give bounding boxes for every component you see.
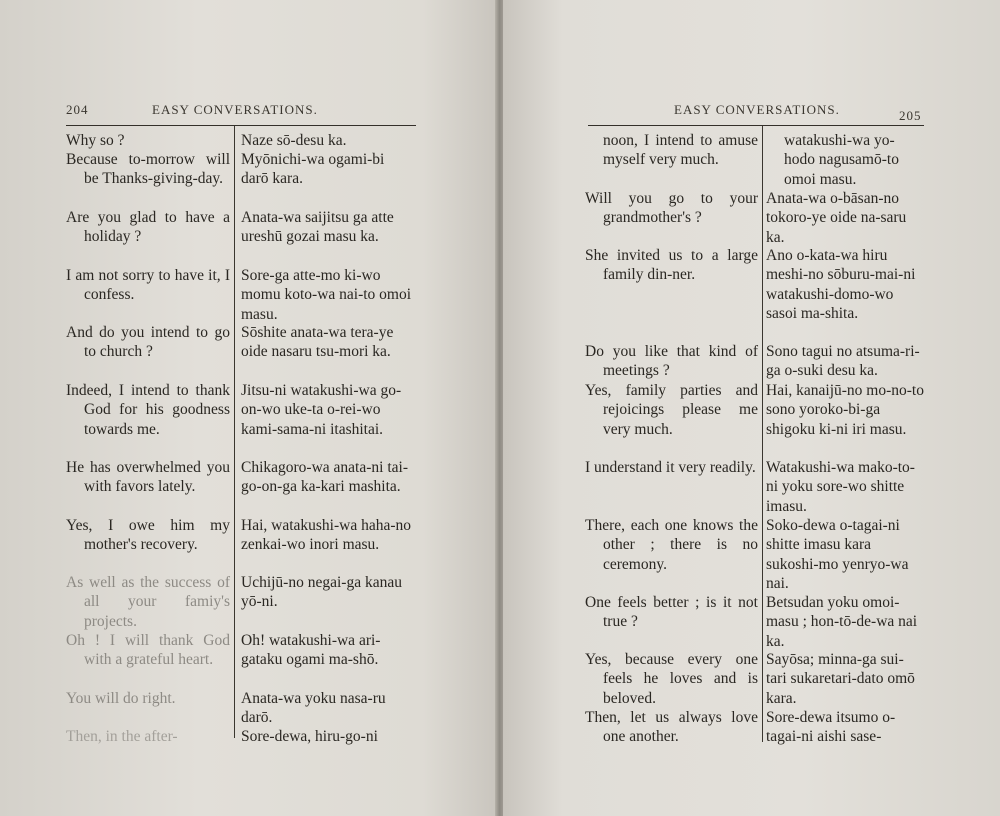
english-line: Oh ! I will thank God with a grateful heart.: [66, 632, 230, 669]
right-column-divider: [762, 126, 763, 742]
japanese-line: Chikagoro-wa anata-ni tai-go-on-ga ka-kari mashita.: [241, 459, 408, 496]
japanese-line: Betsudan yoku omoi-masu ; hon-tō-de-wa nai ka.: [766, 594, 918, 650]
japanese-line: Anata-wa o-bāsan-no tokoro-ye oide na-saru ka.: [766, 190, 907, 246]
right-running-head: EASY CONVERSATIONS.: [674, 102, 840, 117]
japanese-line: Sore-dewa, hiru-go-ni: [241, 728, 378, 745]
left-header-rule: [66, 125, 416, 126]
english-line: There, each one knows the other ; there is no ceremony.: [585, 517, 758, 573]
japanese-line: Myōnichi-wa ogami-bi darō kara.: [241, 151, 385, 188]
english-line: Yes, I owe him my mother's recovery.: [66, 517, 230, 554]
japanese-line: Sōshite anata-wa tera-ye oide nasaru tsu-mori ka.: [241, 324, 394, 361]
english-line: I understand it very readily.: [585, 459, 756, 476]
english-line: As well as the success of all your famiy's projects.: [66, 574, 230, 630]
left-page-header: [66, 102, 416, 122]
japanese-line: Jitsu-ni watakushi-wa go-on-wo uke-ta o-rei-wo kami-sama-ni itashitai.: [241, 382, 402, 438]
english-line: Then, in the after-: [66, 728, 178, 745]
left-page: [0, 0, 497, 816]
english-line: And do you intend to go to church ?: [66, 324, 230, 361]
english-line: Why so ?: [66, 132, 125, 149]
japanese-line: Watakushi-wa mako-to-ni yoku sore-wo shitte imasu.: [766, 459, 915, 515]
left-column-divider: [234, 126, 235, 738]
left-running-head: EASY CONVERSATIONS.: [152, 102, 318, 117]
english-line: I am not sorry to have it, I confess.: [66, 267, 230, 304]
english-line: One feels better ; is it not true ?: [585, 594, 758, 631]
japanese-line: Anata-wa yoku nasa-ru darō.: [241, 690, 386, 727]
english-line: Yes, family parties and rejoicings please me very much.: [585, 382, 758, 438]
english-line: noon, I intend to amuse myself very much.: [603, 132, 758, 169]
japanese-line: Soko-dewa o-tagai-ni shitte imasu kara sukoshi-mo yenryo-wa nai.: [766, 517, 909, 592]
english-line: Are you glad to have a holiday ?: [66, 209, 230, 246]
english-line: She invited us to a large family din-ner.: [585, 247, 758, 284]
english-line: Indeed, I intend to thank God for his goodness towards me.: [66, 382, 230, 438]
right-page-number: 205: [899, 108, 922, 123]
japanese-line: Anata-wa saijitsu ga atte ureshū gozai masu ka.: [241, 209, 394, 246]
japanese-line: Naze sō-desu ka.: [241, 132, 347, 149]
left-page-number: 204: [66, 102, 89, 117]
japanese-line: Sore-dewa itsumo o-tagai-ni aishi sase-: [766, 709, 896, 746]
japanese-line: Hai, watakushi-wa haha-no zenkai-wo inori masu.: [241, 517, 412, 554]
english-line: Do you like that kind of meetings ?: [585, 343, 758, 380]
japanese-line: Ano o-kata-wa hiru meshi-no sōburu-mai-ni watakushi-domo-wo sasoi ma-shita.: [766, 247, 916, 322]
right-page: [503, 0, 1000, 816]
right-header-rule: [588, 125, 924, 126]
japanese-line: Hai, kanaijū-no mo-no-to sono yoroko-bi-ga shigoku ki-ni iri masu.: [766, 382, 924, 438]
english-line: Will you go to your grandmother's ?: [585, 190, 758, 227]
english-line: You will do right.: [66, 690, 176, 707]
right-page-header: [589, 102, 922, 123]
english-line: He has overwhelmed you with favors lately.: [66, 459, 230, 496]
english-line: Because to-morrow will be Thanks-giving-day.: [66, 151, 230, 188]
english-line: Then, let us always love one another.: [585, 709, 758, 746]
japanese-line: Oh! watakushi-wa ari-gataku ogami ma-shō.: [241, 632, 381, 669]
english-line: Yes, because every one feels he loves and is beloved.: [585, 651, 758, 707]
japanese-line: Sayōsa; minna-ga sui-tari sukaretari-dato omō kara.: [766, 651, 915, 707]
japanese-line: Sore-ga atte-mo ki-wo momu koto-wa nai-to omoi masu.: [241, 267, 412, 323]
japanese-line: watakushi-wa yo-hodo nagusamō-to omoi masu.: [784, 132, 899, 188]
japanese-line: Sono tagui no atsuma-ri-ga o-suki desu ka.: [766, 343, 920, 380]
japanese-line: Uchijū-no negai-ga kanau yō-ni.: [241, 574, 402, 611]
